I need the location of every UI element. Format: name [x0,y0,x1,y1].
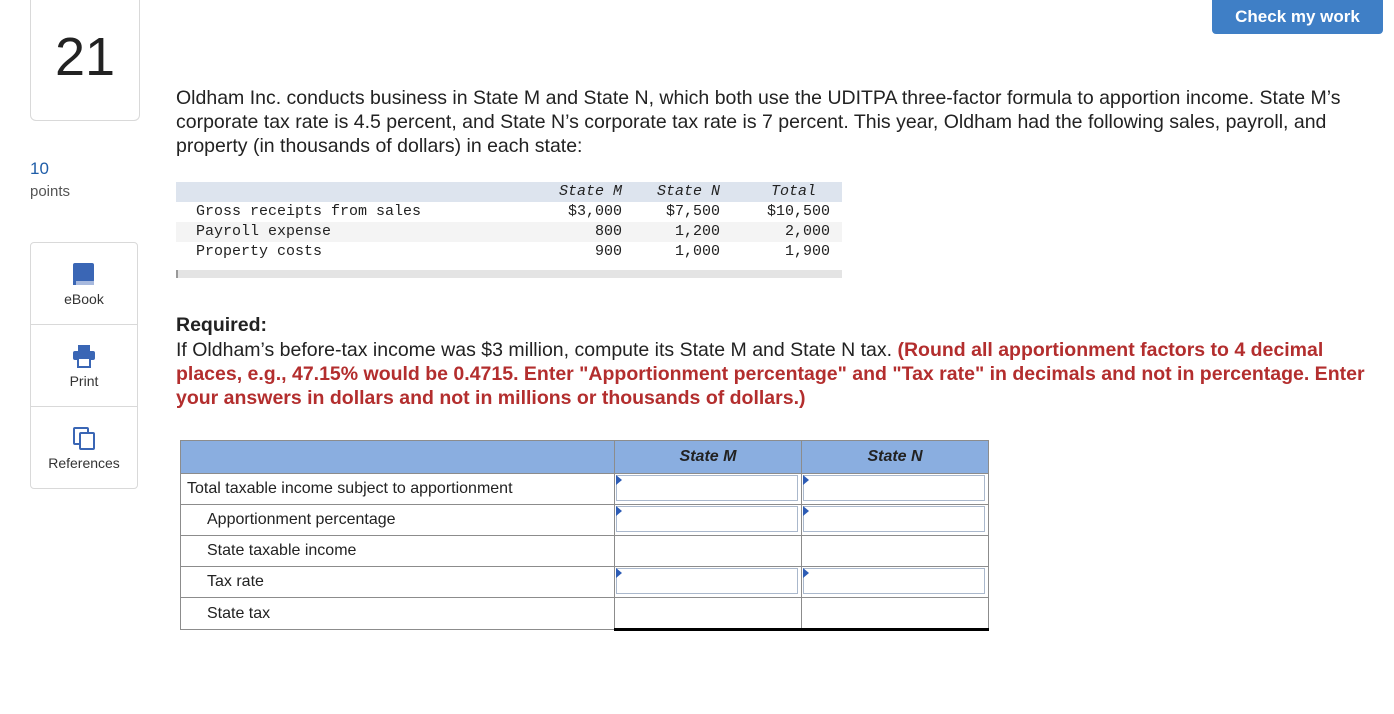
data-header-state-m: State M [496,182,622,202]
question-number: 21 [54,27,116,87]
answer-cell [802,505,989,536]
question-number-box [30,0,140,121]
data-row [176,202,842,222]
input-marker-icon [616,506,622,516]
input-marker-icon [803,568,809,578]
book-icon [71,261,97,287]
tax-rate-state-m-input[interactable] [616,568,798,594]
data-header-total: Total [720,182,842,202]
references-icon [71,425,97,451]
data-cell: $7,500 [665,203,720,220]
data-row-label: Property costs [196,243,323,260]
answer-row-tax-rate [181,567,989,598]
tax-rate-state-n-input[interactable] [803,568,985,594]
references-button[interactable] [31,407,137,488]
data-table-footer-bar [176,270,842,278]
printer-icon [71,343,97,369]
answer-cell [615,505,802,536]
print-label: Print [69,373,99,389]
input-marker-icon [616,475,622,485]
data-cell: 2,000 [720,222,842,242]
answer-header-state-n: State N [802,441,989,474]
print-button[interactable] [31,325,137,407]
points-value: 10 [30,159,49,178]
data-header-blank [176,182,496,202]
data-header-state-n: State N [622,182,720,202]
required-question: If Oldham’s before-tax income was $3 million, compute its State M and State N tax. [176,339,893,361]
answer-row-label: State taxable income [181,536,615,567]
apportionment-percentage-state-n-input[interactable] [803,506,985,532]
data-cell: 1,000 [674,243,720,260]
answer-row-apportionment-percentage [181,505,989,536]
data-header-row [176,182,842,202]
answer-row-label: Total taxable income subject to apportionment [181,474,615,505]
data-row-label: Gross receipts from sales [196,203,422,220]
apportionment-percentage-state-m-input[interactable] [616,506,798,532]
ebook-button[interactable] [31,243,137,325]
answer-cell [615,567,802,598]
required-text [176,338,1394,410]
answer-row-state-taxable-income [181,536,989,567]
ebook-label: eBook [64,291,104,307]
answer-row-label: Tax rate [181,567,615,598]
answer-row-total-taxable-income [181,474,989,505]
input-marker-icon [803,475,809,485]
total-taxable-income-state-n-input[interactable] [803,475,985,501]
points-label: points [30,183,71,200]
data-cell: 1,900 [784,243,830,260]
answer-cell [802,474,989,505]
answer-table [180,440,989,631]
state-tax-state-n-cell [802,598,989,630]
answer-header-state-m: State M [615,441,802,474]
state-tax-state-m-cell [615,598,802,630]
answer-header-row [181,441,989,474]
given-data-table [176,182,842,262]
total-taxable-income-state-m-input[interactable] [616,475,798,501]
check-my-work-button[interactable]: Check my work [1212,0,1383,34]
answer-header-blank [181,441,615,474]
state-taxable-income-state-m-cell [615,536,802,567]
input-marker-icon [616,568,622,578]
answer-row-label: State tax [181,598,615,630]
question-intro: Oldham Inc. conducts business in State M and State N, which both use the UDITPA three-factor formula to apportion income. State M’s corporate tax rate is 4.5 percent, and State N’s corporate tax rate is 7 percent. This year, Oldham had the following sales, payroll, and property (in thousands of dollars) in each state: [176,87,1341,157]
input-marker-icon [803,506,809,516]
data-cell: 900 [594,243,622,260]
required-instructions: (Round all apportionment factors to 4 decimal places, e.g., 47.15% would be 0.4715. Enter "Apportionment percentage" and "Tax rate" in decimals and not in percentage. Enter your answers in dollars and not in millions or thousands of dollars.) [176,339,1365,409]
references-label: References [48,455,120,471]
answer-cell [615,474,802,505]
data-cell: 800 [496,222,622,242]
answer-row-label: Apportionment percentage [181,505,615,536]
side-tools-panel [30,242,138,489]
answer-row-state-tax [181,598,989,630]
data-row-label: Payroll expense [176,222,496,242]
data-cell: $10,500 [766,203,830,220]
data-row [176,242,842,262]
data-cell: 1,200 [622,222,720,242]
required-title: Required: [176,314,268,336]
data-row [176,222,842,242]
state-taxable-income-state-n-cell [802,536,989,567]
data-cell: $3,000 [567,203,622,220]
answer-cell [802,567,989,598]
